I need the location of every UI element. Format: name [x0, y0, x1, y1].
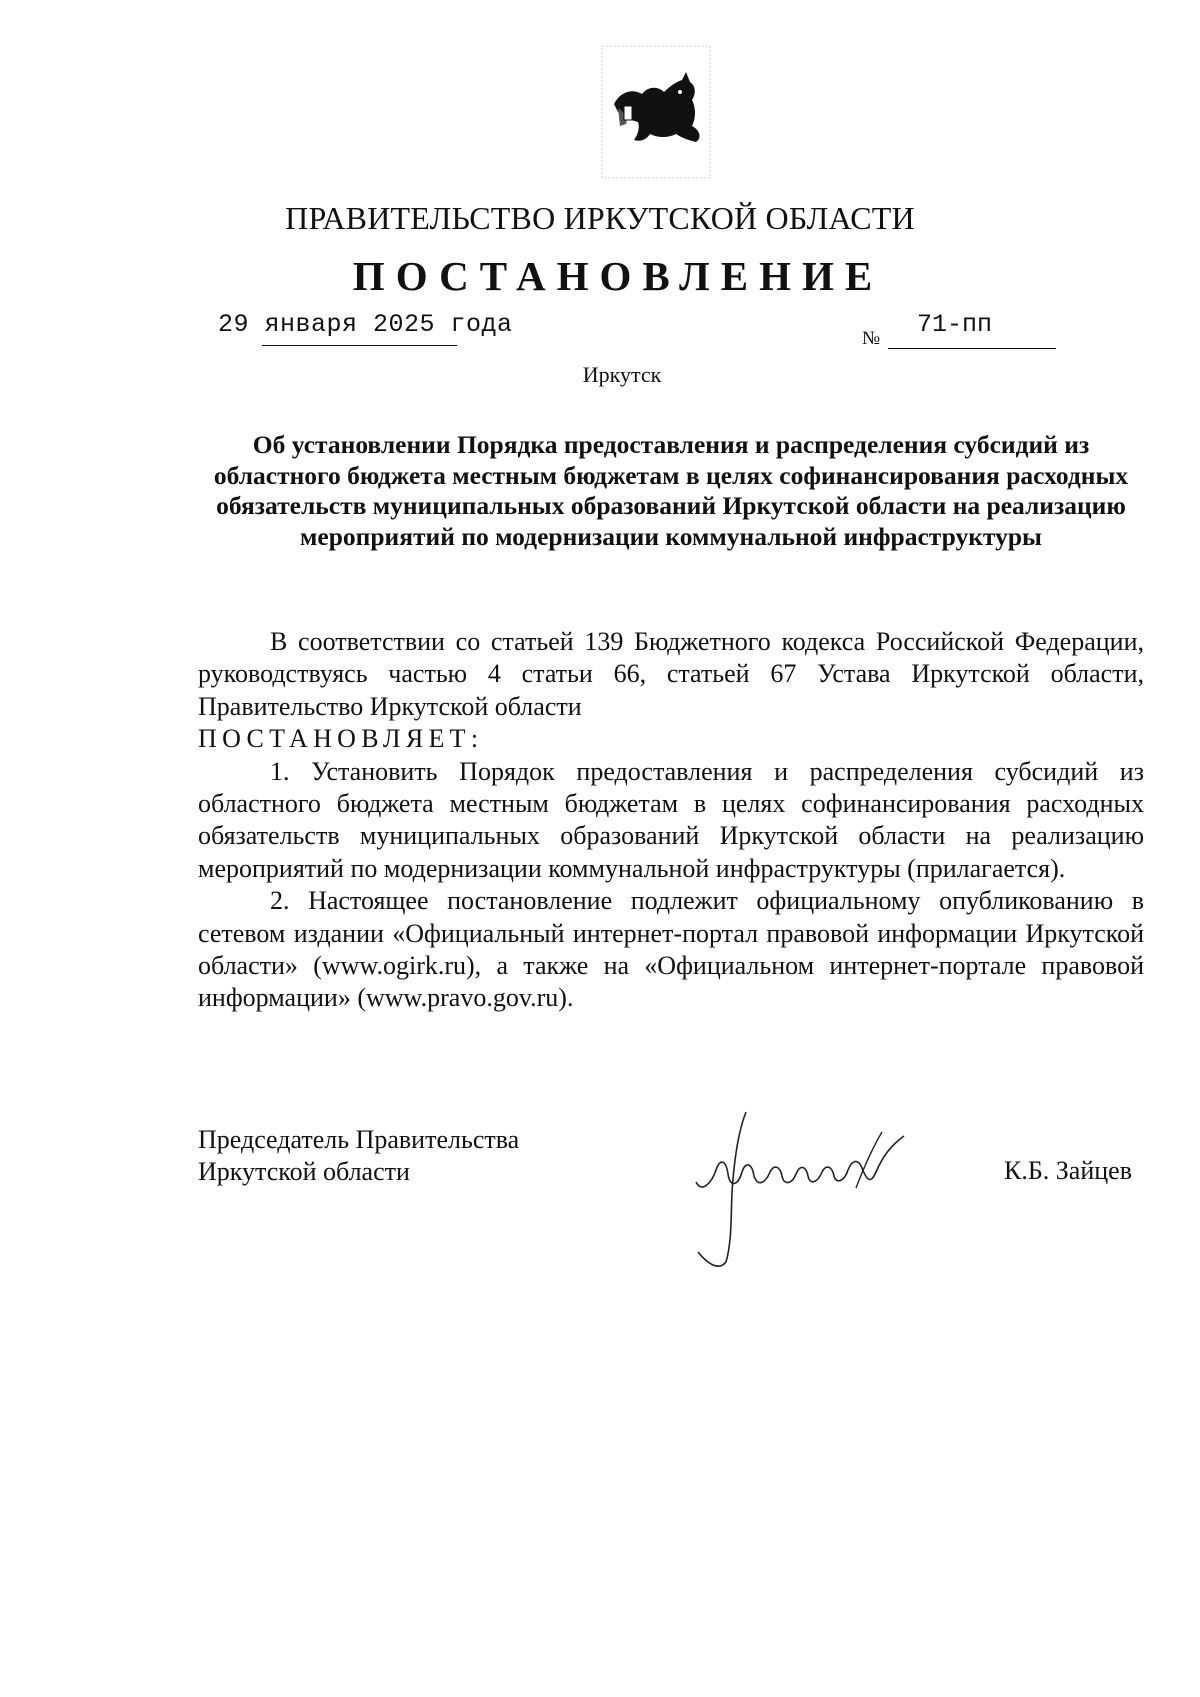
signatory-position [198, 1124, 519, 1188]
irkutsk-coat-of-arms-icon [596, 42, 716, 182]
number-underline [888, 348, 1056, 349]
number-sign: № [862, 328, 881, 349]
document-number: 71-пп [917, 310, 993, 339]
city: Иркутск [582, 362, 662, 387]
signatory-name: К.Б. Зайцев [1004, 1156, 1132, 1185]
document-type: ПОСТАНОВЛЕНИЕ [352, 253, 884, 299]
signatory-position-line-2: Иркутской области [198, 1157, 410, 1186]
document-title: Об установлении Порядка предоставления и распределения субсидий из областного бюджета местным бюджетам в целях софинансирования расходных обязательств муниципальных образований Иркутской области на реализацию мероприятий по модернизации коммунальной инфраструктуры [213, 430, 1129, 551]
document-body [198, 626, 1144, 1015]
decree-word: ПОСТАНОВЛЯЕТ: [198, 724, 484, 754]
item-1: 1. Установить Порядок предоставления и распределения субсидий из областного бюджета местным бюджетам в целях софинансирования расходных обязательств муниципальных образований Иркутской области на реализацию мероприятий по модернизации коммунальной инфраструктуры (прилагается). [198, 756, 1144, 883]
signatory-position-line-1: Председатель Правительства [198, 1125, 520, 1154]
organization-title: ПРАВИТЕЛЬСТВО ИРКУТСКОЙ ОБЛАСТИ [285, 200, 915, 236]
item-2: 2. Настоящее постановление подлежит официальному опубликованию в сетевом издании «Официальный интернет-портал правовой информации Иркутской области» (www.ogirk.ru), а также на «Официальном интернет-портале правовой информации» (www.pravo.gov.ru). [198, 886, 1144, 1013]
preamble: В соответствии со статьей 139 Бюджетного кодекса Российской Федерации, руководствуясь частью 4 статьи 66, статьей 67 Устава Иркутской области, Правительство Иркутской области [198, 627, 1144, 721]
date-underline [262, 345, 457, 346]
document-date: 29 января 2025 года [218, 310, 513, 339]
handwritten-signature-icon [676, 1102, 926, 1272]
